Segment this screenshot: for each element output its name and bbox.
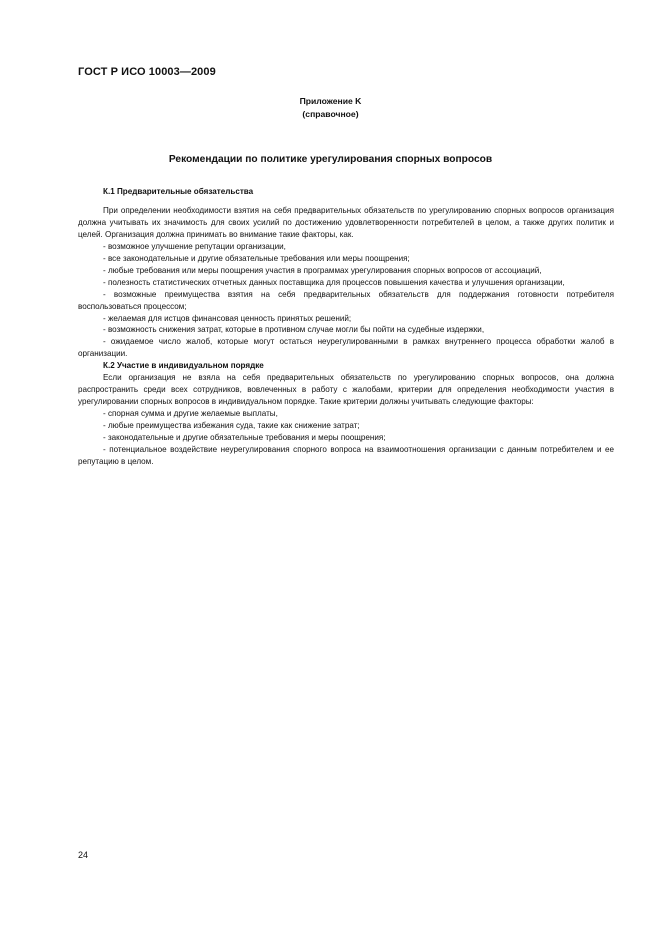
spacer xyxy=(78,198,614,205)
section-heading-k2: К.2 Участие в индивидуальном порядке xyxy=(103,361,264,371)
list-item: - возможность снижения затрат, которые в противном случае могли бы пойти на судебные издержки, xyxy=(103,325,485,335)
list-item: - желаемая для истцов финансовая ценность принятых решений; xyxy=(103,313,352,323)
annex-note: (справочное) xyxy=(302,109,359,119)
paragraph-k1-intro: При определении необходимости взятия на себя предварительных обязательств по урегулированию спорных вопросов организация должна учитывать их значимость для своих усилий по достижению удовлетворенности потребителей в целом, а также других политик и целей. Организация должна принимать во внимание такие факторы, как. xyxy=(78,205,614,239)
document-body xyxy=(78,186,614,468)
list-item: - ожидаемое число жалоб, которые могут остаться неурегулированными в рамках внутреннего процесса обработки жалоб в организации. xyxy=(78,337,614,359)
list-item: - возможные преимущества взятия на себя предварительных обязательств для поддержания готовности потребителя воспользоваться процессом; xyxy=(78,289,614,311)
list-item: - любые требования или меры поощрения участия в программах урегулирования спорных вопросов от ассоциаций, xyxy=(103,265,542,275)
section-heading-k1: К.1 Предварительные обязательства xyxy=(103,187,254,196)
list-item: - все законодательные и другие обязательные требования или меры поощрения; xyxy=(103,253,410,263)
page-title: Рекомендации по политике урегулирования спорных вопросов xyxy=(168,154,493,165)
list-item: - полезность статистических отчетных данных поставщика для процессов повышения качества и улучшения организации, xyxy=(103,277,565,287)
paragraph-k2-intro: Если организация не взяла на себя предварительных обязательств по урегулированию спорных вопросов, она должна распространить среди всех сотрудников, вовлеченных в работу с жалобами, критерии для определения необходимости участия в урегулировании спорных вопросов в индивидуальном порядке. Такие критерии должны учитывать следующие факторы: xyxy=(78,373,614,407)
list-item: - спорная сумма и другие желаемые выплаты, xyxy=(103,409,278,419)
list-item: - любые преимущества избежания суда, такие как снижение затрат; xyxy=(103,421,360,431)
page-number: 24 xyxy=(78,850,89,860)
list-item: - законодательные и другие обязательные требования и меры поощрения; xyxy=(103,433,386,443)
list-item: - потенциальное воздействие неурегулирования спорного вопроса на взаимоотношения организации с данным потребителем и ее репутацию в целом. xyxy=(78,445,614,466)
annex-title: Приложение K xyxy=(299,96,362,106)
standard-header: ГОСТ Р ИСО 10003—2009 xyxy=(78,66,216,78)
list-item: - возможное улучшение репутации организации, xyxy=(103,241,286,251)
